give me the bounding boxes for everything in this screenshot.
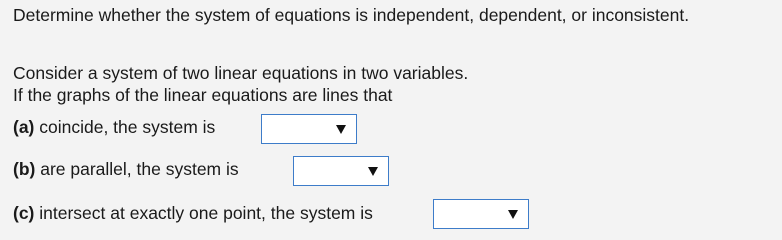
- part-c-letter: (c): [13, 203, 35, 223]
- part-b-letter: (b): [13, 159, 36, 179]
- part-a-label: coincide, the system is: [34, 117, 216, 137]
- part-b-text: [13, 159, 239, 179]
- part-b-label: are parallel, the system is: [35, 159, 239, 179]
- chevron-down-icon: [508, 210, 518, 219]
- part-a-text: [13, 117, 215, 137]
- chevron-down-icon: [368, 167, 378, 176]
- part-c-label: intersect at exactly one point, the system is: [34, 203, 373, 223]
- chevron-down-icon: [336, 125, 346, 134]
- part-b-dropdown[interactable]: [293, 156, 389, 186]
- part-c-text: [13, 203, 373, 223]
- part-a-letter: (a): [13, 117, 35, 137]
- part-c-dropdown[interactable]: [433, 199, 529, 229]
- part-a-dropdown[interactable]: [261, 114, 357, 144]
- intro-text-1: Consider a system of two linear equations in two variables.: [13, 63, 469, 83]
- intro-text-2: If the graphs of the linear equations are lines that: [13, 85, 393, 105]
- question-title: Determine whether the system of equations is independent, dependent, or inconsistent.: [13, 5, 690, 25]
